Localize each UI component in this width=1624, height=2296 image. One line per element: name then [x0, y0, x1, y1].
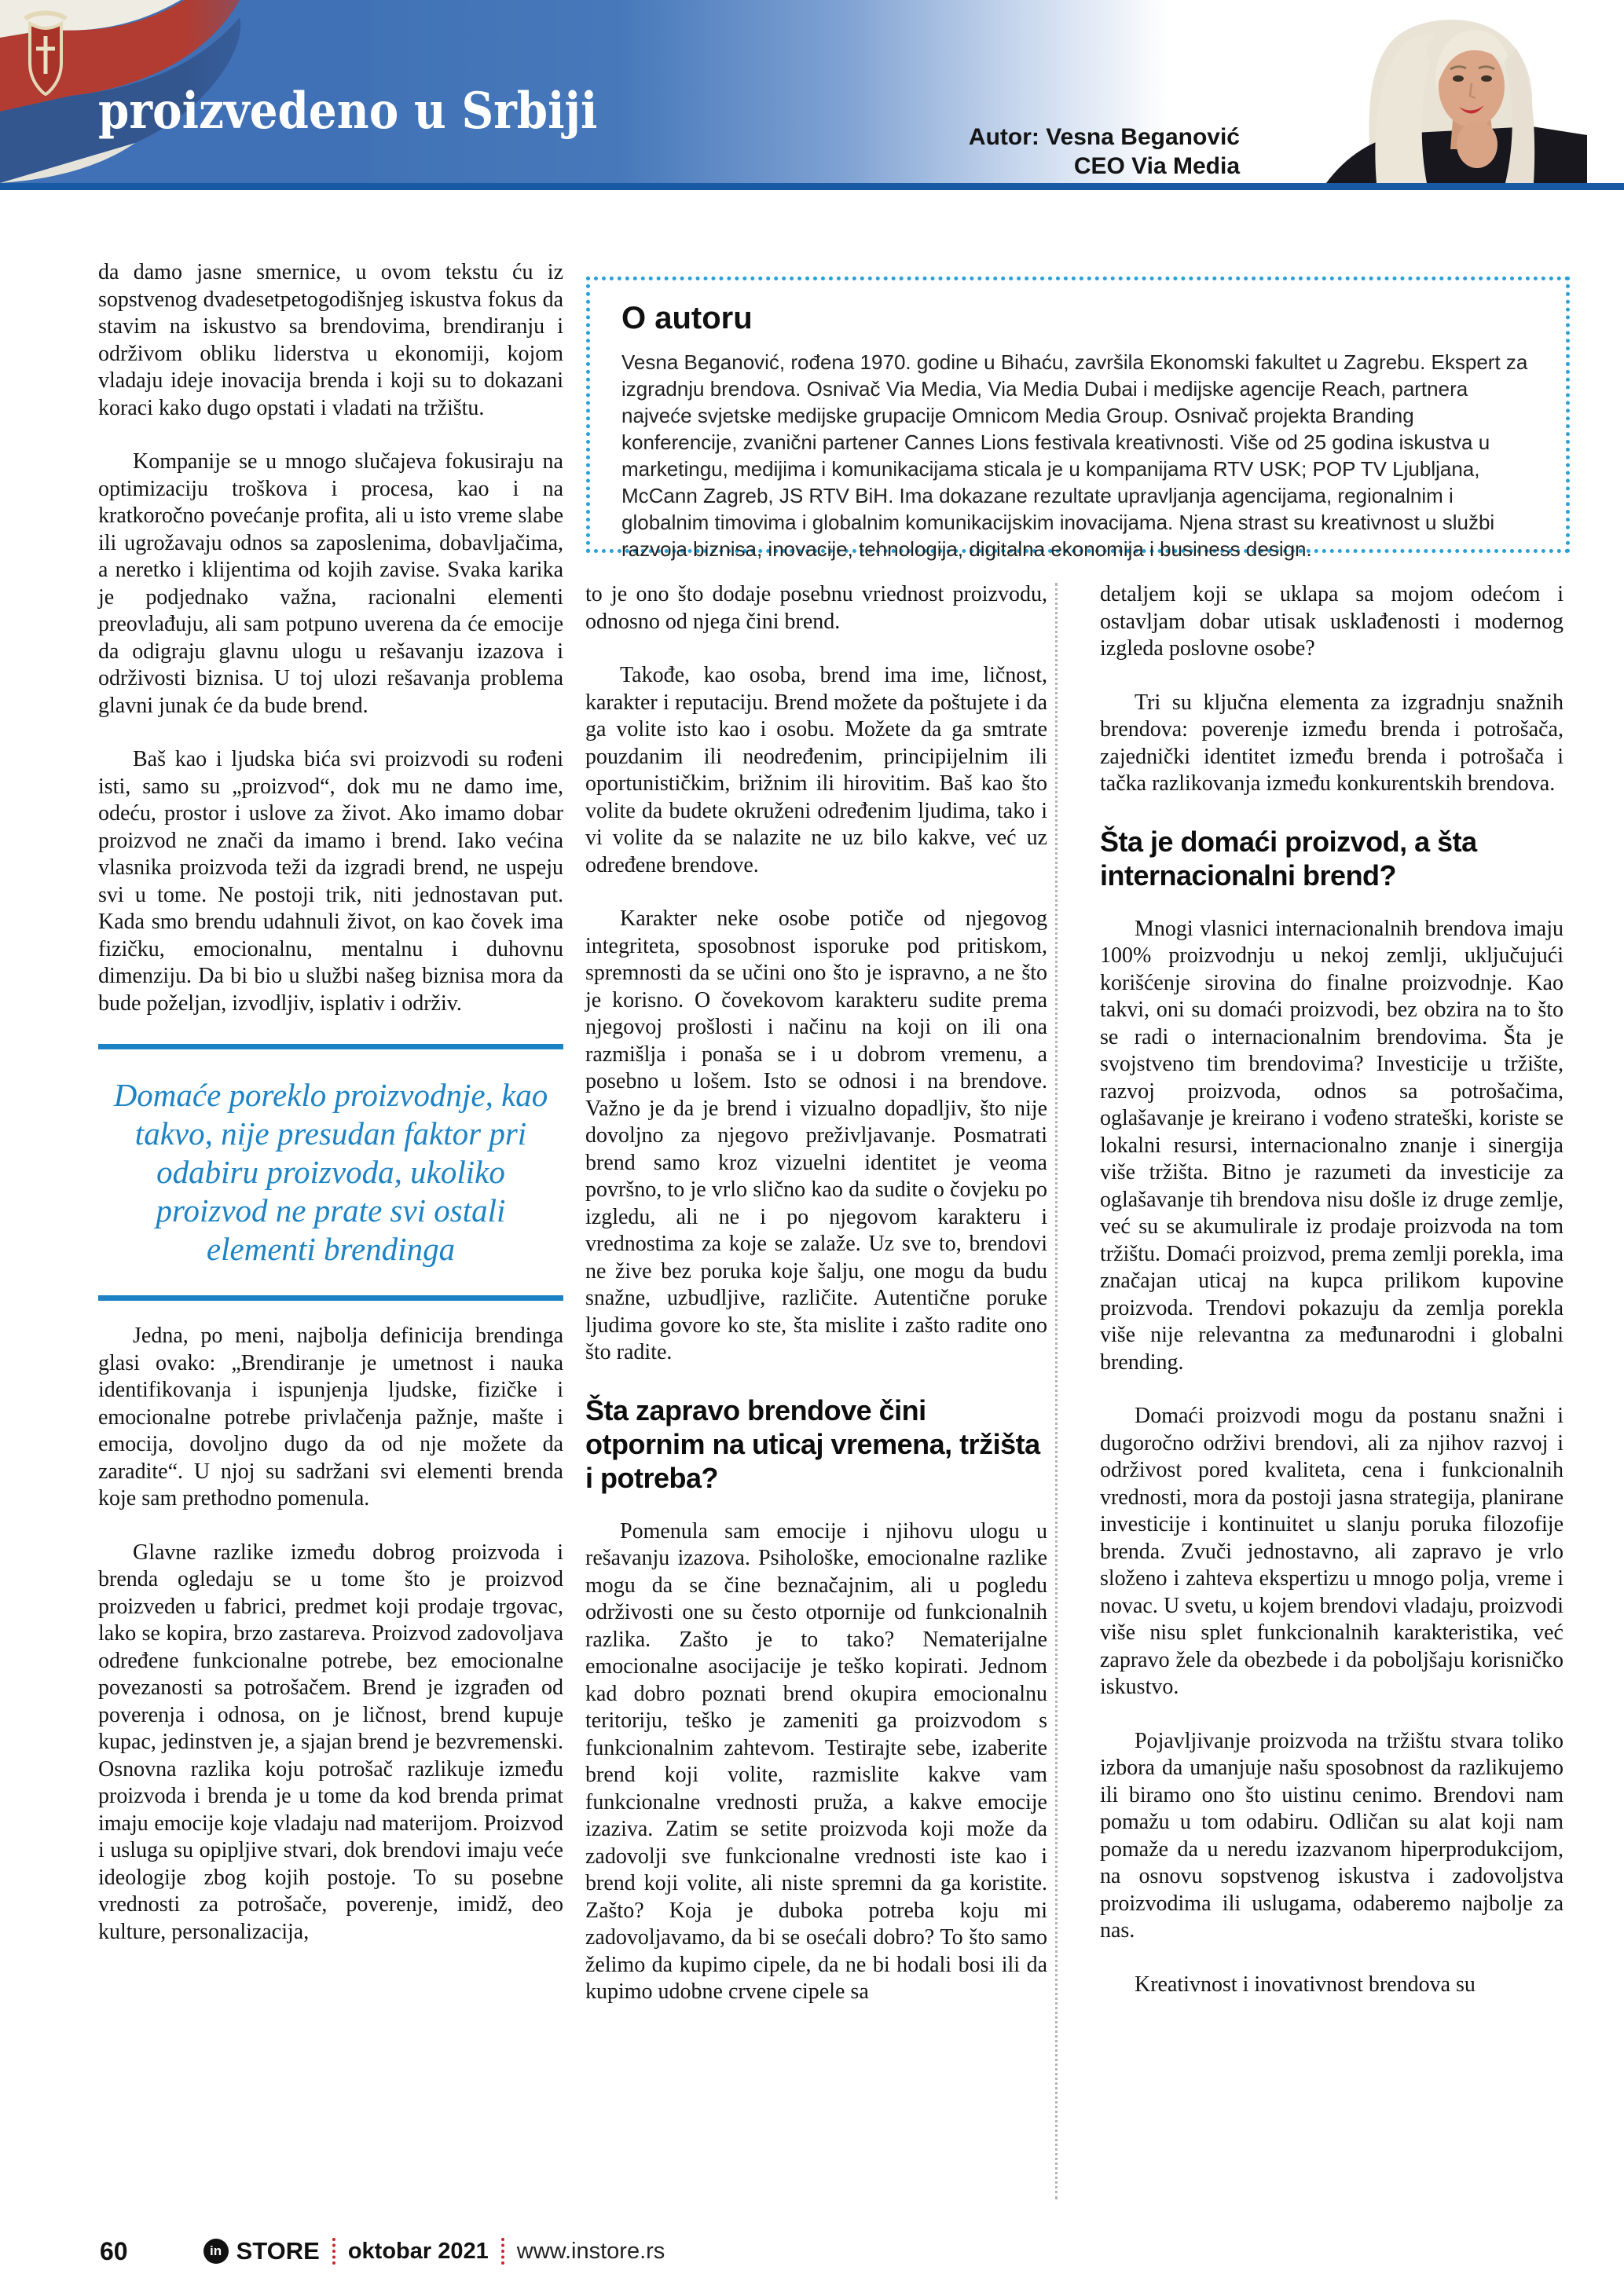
article-column-right [1100, 581, 1564, 2025]
section-heading: Šta je domaći proizvod, a šta internacionalni brend? [1100, 825, 1477, 892]
article-column-middle [585, 581, 1047, 2033]
paragraph: Baš kao i ljudska bića svi proizvodi su rođeni isti, samo su „proizvod“, dok mu ne damo ime, odeću, prostor i uslove za život. Ako imamo dobar proizvod ne znači da imamo i brend. Iako većina vlasnika proizvoda teži da izgradi brend, ne uspeju svi u tome. Ne postoji trik, niti jednostavan put. Kada smo brendu udahnuli život, on kao čovek ima fizičku, emocionalnu, mentalnu i duhovnu dimenziju. Da bi bio u službi našeg biznisa mora da bude poželjan, izvodljiv, isplativ i održiv. [98, 747, 563, 1016]
article-column-left [98, 259, 563, 1972]
paragraph: detaljem koji se uklapa sa mojom odećom i ostavljam dobar utisak usklađenosti i modernog izgleda poslovne osobe? [1100, 582, 1564, 661]
section-heading: Šta zapravo brendove čini otpornim na uticaj vremena, tržišta i potreba? [585, 1393, 1040, 1494]
paragraph: Jedna, po meni, najbolja definicija brendinga glasi ovako: „Brendiranje je umetnost i nauka identifikovanja i ispunjenja ljudske, fizičke i emocionalne potrebe privlačenja pažnje, mašte i emocija, dovoljno dugo da od nje možete da zaradite“. U njoj su sadržani svi elementi brenda koje sam prethodno pomenula. [98, 1324, 563, 1511]
website-url: www.instore.rs [516, 2238, 665, 2264]
paragraph: Kompanije se u mnogo slučajeva fokusiraju na optimizaciju troškova i procesa, kao i na kratkoročno povećanje profita, ali u isto vreme slabe ili ugrožavaju odnos sa zaposlenima, dobavljačima, a neretko i klijentima od kojih zavise. Svaka karika je podjednako važna, racionalni elementi preovlađuju, ali sam potpuno uverena da će emocije da odigraju glavnu ulogu u rešavanju izazova i održivosti biznisa. U toj ulozi rešavanja problema glavni junak će da bude brend. [98, 449, 563, 718]
column-separator-dotted [1055, 583, 1058, 2199]
paragraph: Pomenula sam emocije i njihovu ulogu u rešavanju izazova. Psihološke, emocionalne razlike mogu da se čine beznačajnim, ali u pogledu održivosti one su često otpornije od funkcionalnih razlika. Zašto je to tako? Nematerijalne emocionalne asocijacije je teško kopirati. Jednom kad dobro poznati brend okupira emocionalnu teritoriju, teško je zameniti ga proizvodom s funkcionalnim zahtevom. Testirajte sebe, izaberite brend koji volite, razmislite kakve vam funkcionalne vrednosti pruža, a kakve emocije izaziva. Zatim se setite proizvoda koji može da zadovolji sve funkcionalne vrednosti iste kao i brend koji volite, ali niste spremni da ga koristite. Zašto? Koja je duboka potreba koju mi zadovoljavamo, da bi se osećali dobro? To što samo želimo da kupimo cipele, da ne bi hodali bosi ili da kupimo udobne crvene cipele sa [585, 1518, 1047, 2004]
paragraph: Karakter neke osobe potiče od njegovog integriteta, sposobnost isporuke pod pritiskom, spremnosti da se učini ono što je ispravno, a ne što je korisno. O čovekovom karakteru sudite prema njegovoj prošlosti i načinu na koji on ili ona razmišlja i ponaša se i u dobrom vremenu, a posebno u lošem. Isto se odnosi i na brendove. Važno je da je brend i vizualno dopadljiv, što nije dovoljno za njegovo preživljavanje. Posmatrati brend samo kroz vizuelni identitet je veoma površno, to je vrlo slično kao da sudite o čovjeku po izgledu, ali ne i po njegovom karakteru i vrednostima za koje se zalaže. Uz sve to, brendovi ne žive bez poruka koje šalju, one mogu da budu snažne, uzbudljive, različite. Autentične poruke ljudima govore ko ste, šta mislite i zašto radite ono što radite. [585, 906, 1047, 1364]
paragraph: da damo jasne smernice, u ovom tekstu ću iz sopstvenog dvadesetpetogodišnjeg iskustva fokus da stavim na iskustvo sa brendovima, brendiranju i održivom obliku liderstva u ekonomiji, kojom vladaju ideje inovacija brenda i koji su to dokazani koraci kako dugo opstati i vladati na tržištu. [98, 260, 563, 420]
paragraph: Tri su ključna elementa za izgradnju snažnih brendova: poverenje između brenda i potrošača, zajednički identitet između brenda i potrošača i tačka razlikovanja između konkurentskih brendova. [1100, 690, 1564, 796]
paragraph: Takođe, kao osoba, brend ima ime, ličnost, karakter i reputaciju. Brend možete da poštujete i da ga volite isto kao i osobu. Možete da ga smtrate pouzdanim ili neodređenim, principijelnim ili oportunističkim, brižnim ili hirovitim. Baš kao što volite da budete okruženi određenim ljudima, tako i vi volite da se nalazite ne uz bilo kakve, već uz određene brendove. [585, 663, 1047, 877]
pull-quote: Domaće poreklo proizvodnje, kao takvo, nije presudan faktor pri odabiru proizvoda, ukoliko proizvod ne prate svi ostali elementi brendinga [113, 1077, 548, 1267]
page-header [0, 0, 1624, 183]
footer-separator-dotted [501, 2238, 504, 2265]
paragraph: to je ono što dodaje posebnu vriednost proizvodu, odnosno od njega čini brend. [585, 582, 1047, 634]
about-author-box [586, 276, 1570, 561]
page-number: 60 [100, 2236, 128, 2265]
about-author-title: O autoru [621, 301, 753, 335]
page-footer [100, 2234, 665, 2269]
author-role: CEO Via Media [1073, 153, 1240, 179]
issue-date: oktobar 2021 [347, 2238, 489, 2264]
magazine-brand: STORE [236, 2237, 320, 2265]
quote-divider-bottom [98, 1295, 563, 1301]
about-author-text: Vesna Beganović, rođena 1970. godine u Bihaću, završila Ekonomski fakultet u Zagrebu. Ekspert za izgradnju brendova. Osnivač Via Media, Via Media Dubai i medijske agencije Reach, partnera najveće svjetske medijske grupacije Omnicom Media Group. Osnivač projekta Branding konferencije, zvanični partener Cannes Lions festivala kreativnosti. Više od 25 godina iskustva u marketingu, medijima i komunikacijama sticala je u kompanijama RTV USK; POP TV Ljubljana, McCann Zagreb, JS RTV BiH. Ima dokazane rezultate upravljanja agencijama, regionalnim i globalnim timovima i globalnim komunikacijskim inovacijama. Njena strast su kreativnost u službi razvoja biznisa, inovacije, tehnologija, digitalna ekonomija i business design. [621, 350, 1528, 561]
header-divider [0, 183, 1624, 190]
paragraph: Pojavljivanje proizvoda na tržištu stvara toliko izbora da umanjuje našu sposobnost da razlikujemo ili biramo ono što uistinu cenimo. Brendovi nam pomažu u tom odabiru. Odličan su alat koji nam pomaže da u neredu izazvanom hiperprodukcijom, na osnovu sopstvenog iskustva i zadovoljstva proizvodima ili uslugama, odaberemo najbolje za nas. [1100, 1728, 1564, 1943]
paragraph: Kreativnost i inovativnost brendova su [1135, 1972, 1476, 1997]
instore-logo-icon: in [203, 2239, 229, 2264]
quote-divider-top [98, 1044, 563, 1049]
page-title: proizvedeno u Srbiji [98, 82, 598, 141]
author-name: Autor: Vesna Beganović [968, 124, 1240, 150]
paragraph: Domaći proizvodi mogu da postanu snažni i dugoročno održivi brendovi, ali za njihov razvoj i održivost pored kvaliteta, cena i funkcionalnih vrednosti, mora da postoji jasna strategija, planirane investicije i kontinuitet u slanju poruka filozofije brenda. Zvuči jednostavno, ali zapravo je vrlo složeno i zahteva ekspertizu u mnogo polja, vreme i novac. U svetu, u kojem brendovi vladaju, proizvodi više nisu splet funkcionalnih karakteristika, već zapravo žele da obezbede i da poboljšaju korisničko iskustvo. [1100, 1404, 1564, 1699]
author-info [969, 123, 1240, 181]
paragraph: Mnogi vlasnici internacionalnih brendova imaju 100% proizvodnju u nekoj zemlji, uključujući korišćenje sirovina do finalne proizvodnje. Kao takvi, oni su domaći proizvodi, bez obzira na to što se radi o internacionalnim brendovima. Šta je svojstveno tim brendovima? Investicije u tržište, razvoj proizvoda, odnos sa potrošačima, oglašavanje je kreirano i vođeno strateški, koriste se lokalni resursi, internacionalno znanje i sinergija više tržišta. Bitno je razumeti da investicije za oglašavanje tih brendova nisu došle iz druge zemlje, već su se akumulirale iz prodaje proizvoda na tom tržištu. Domaći proizvod, prema zemlji porekla, ima značajan uticaj na kupca prilikom kupovine proizvoda. Trendovi pokazuju da zemlja porekla više nije relevantna za međunarodni i globalni brending. [1100, 916, 1564, 1375]
author-photo [1279, 17, 1587, 183]
footer-separator-dotted [332, 2238, 335, 2265]
paragraph: Glavne razlike između dobrog proizvoda i brenda ogledaju se u tome što je proizvod proizveden u fabrici, predmet koji prodaje trgovac, lako se kopira, brzo zastareva. Proizvod zadovoljava određene funkcionalne potrebe, bez emocionalne povezanosti sa potrošačem. Brend je izgrađen od poverenja i odnosa, on je ličnost, brend kupuje kupac, jedinstven je, a sjajan brend je bezvremenski. Osnovna razlika koju potrošač razlikuje između proizvoda i brenda je u tome da kod brenda primat imaju emocije koje vladaju nad materijom. Proizvod i usluga su opipljive stvari, dok brendovi imaju veće ideologije zbog kojih postoje. To su posebne vrednosti za potrošače, poverenje, imidž, deo kulture, personalizacija, [98, 1540, 563, 1944]
